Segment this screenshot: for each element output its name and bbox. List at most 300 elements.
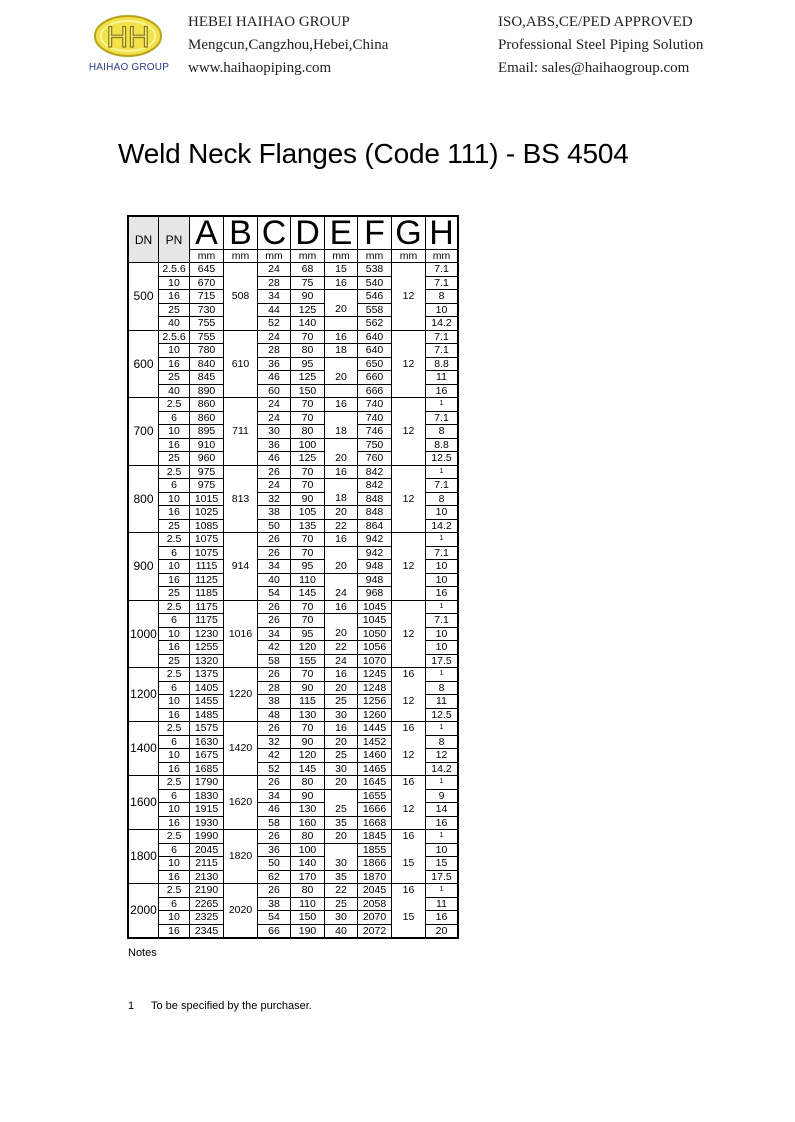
b-cell: 1016 (224, 600, 258, 668)
c-cell: 28 (258, 681, 291, 695)
pn-cell: 2.5 (159, 830, 190, 844)
f-cell: 942 (358, 533, 392, 547)
c-cell: 46 (258, 452, 291, 466)
f-cell: 1666 (358, 803, 392, 817)
pn-cell: 16 (159, 290, 190, 304)
d-cell: 120 (291, 641, 325, 655)
h-cell: 8.8 (426, 357, 459, 371)
email-text[interactable]: Email: sales@haihaogroup.com (498, 60, 690, 76)
a-cell: 975 (190, 465, 224, 479)
f-cell: 1668 (358, 816, 392, 830)
c-cell: 28 (258, 344, 291, 358)
c-cell: 52 (258, 317, 291, 331)
e-cell (325, 614, 358, 628)
e-cell (325, 357, 358, 371)
c-cell: 24 (258, 479, 291, 493)
c-cell: 24 (258, 330, 291, 344)
notes-label: Notes (128, 947, 157, 959)
col-header-d: D (291, 216, 325, 250)
c-cell: 38 (258, 506, 291, 520)
f-cell: 968 (358, 587, 392, 601)
g-cell (392, 924, 426, 938)
a-cell: 1575 (190, 722, 224, 736)
c-cell: 62 (258, 870, 291, 884)
a-cell: 780 (190, 344, 224, 358)
c-cell: 38 (258, 897, 291, 911)
dn-cell: 1000 (128, 600, 159, 668)
unit-h: mm (426, 250, 459, 263)
g-cell: 12 (392, 803, 426, 817)
e-cell: 16 (325, 398, 358, 412)
dn-cell: 1200 (128, 668, 159, 722)
table-row (128, 533, 458, 547)
e-cell (325, 384, 358, 398)
unit-e: mm (325, 250, 358, 263)
pn-cell: 16 (159, 357, 190, 371)
table-row (128, 384, 458, 398)
g-cell (392, 546, 426, 560)
a-cell: 1455 (190, 695, 224, 709)
g-cell: 16 (392, 830, 426, 844)
e-cell (325, 573, 358, 587)
f-cell: 740 (358, 411, 392, 425)
pn-cell: 2.5 (159, 600, 190, 614)
a-cell: 890 (190, 384, 224, 398)
h-cell: 1 (426, 722, 459, 736)
table-row (128, 398, 458, 412)
table-row (128, 492, 458, 506)
e-cell: 20 (325, 560, 358, 574)
a-cell: 645 (190, 263, 224, 277)
table-row (128, 803, 458, 817)
g-cell (392, 371, 426, 385)
c-cell: 42 (258, 749, 291, 763)
e-cell: 22 (325, 641, 358, 655)
f-cell: 2058 (358, 897, 392, 911)
g-cell (392, 479, 426, 493)
a-cell: 1990 (190, 830, 224, 844)
table-row (128, 546, 458, 560)
table-row (128, 438, 458, 452)
g-cell: 12 (392, 560, 426, 574)
table-row (128, 614, 458, 628)
d-cell: 110 (291, 897, 325, 911)
d-cell: 110 (291, 573, 325, 587)
e-cell: 20 (325, 830, 358, 844)
a-cell: 840 (190, 357, 224, 371)
d-cell: 70 (291, 614, 325, 628)
g-cell (392, 681, 426, 695)
g-cell: 12 (392, 357, 426, 371)
unit-b: mm (224, 250, 258, 263)
h-cell: 8 (426, 681, 459, 695)
col-header-b: B (224, 216, 258, 250)
h-cell: 14.2 (426, 762, 459, 776)
table-row (128, 519, 458, 533)
e-cell: 20 (325, 627, 358, 641)
e-cell: 20 (325, 506, 358, 520)
table-row (128, 924, 458, 938)
table-row (128, 654, 458, 668)
col-header-f: F (358, 216, 392, 250)
h-cell: 10 (426, 506, 459, 520)
unit-f: mm (358, 250, 392, 263)
a-cell: 2045 (190, 843, 224, 857)
flange-dimensions-table (127, 215, 459, 939)
h-cell: 10 (426, 843, 459, 857)
e-cell: 40 (325, 924, 358, 938)
g-cell (392, 843, 426, 857)
h-cell: 12.5 (426, 708, 459, 722)
pn-cell: 25 (159, 452, 190, 466)
e-cell (325, 438, 358, 452)
b-cell: 508 (224, 263, 258, 331)
g-cell (392, 452, 426, 466)
a-cell: 2130 (190, 870, 224, 884)
d-cell: 140 (291, 857, 325, 871)
f-cell: 540 (358, 276, 392, 290)
f-cell: 1845 (358, 830, 392, 844)
g-cell (392, 330, 426, 344)
e-cell (325, 317, 358, 331)
e-cell (325, 843, 358, 857)
a-cell: 730 (190, 303, 224, 317)
f-cell: 2045 (358, 884, 392, 898)
c-cell: 58 (258, 654, 291, 668)
a-cell: 670 (190, 276, 224, 290)
f-cell: 1260 (358, 708, 392, 722)
d-cell: 70 (291, 546, 325, 560)
e-cell: 30 (325, 762, 358, 776)
d-cell: 95 (291, 560, 325, 574)
table-row (128, 465, 458, 479)
g-cell (392, 762, 426, 776)
h-cell: 17.5 (426, 870, 459, 884)
unit-a: mm (190, 250, 224, 263)
pn-cell: 2.5 (159, 884, 190, 898)
company-credentials (498, 11, 703, 80)
pn-cell: 2.5 (159, 668, 190, 682)
pn-cell: 10 (159, 425, 190, 439)
g-cell (392, 465, 426, 479)
h-cell: 20 (426, 924, 459, 938)
f-cell: 640 (358, 344, 392, 358)
h-cell: 10 (426, 560, 459, 574)
a-cell: 1025 (190, 506, 224, 520)
g-cell (392, 600, 426, 614)
c-cell: 24 (258, 398, 291, 412)
d-cell: 70 (291, 722, 325, 736)
h-cell: 1 (426, 884, 459, 898)
e-cell: 20 (325, 776, 358, 790)
g-cell: 15 (392, 857, 426, 871)
f-cell: 1465 (358, 762, 392, 776)
h-cell: 10 (426, 641, 459, 655)
table-row (128, 627, 458, 641)
h-cell: 7.1 (426, 263, 459, 277)
e-cell (325, 479, 358, 493)
d-cell: 90 (291, 789, 325, 803)
c-cell: 60 (258, 384, 291, 398)
c-cell: 58 (258, 816, 291, 830)
g-cell (392, 303, 426, 317)
a-cell: 895 (190, 425, 224, 439)
h-cell: 1 (426, 600, 459, 614)
a-cell: 1115 (190, 560, 224, 574)
table-row (128, 290, 458, 304)
e-cell: 25 (325, 695, 358, 709)
f-cell: 640 (358, 330, 392, 344)
d-cell: 70 (291, 465, 325, 479)
a-cell: 860 (190, 398, 224, 412)
a-cell: 1085 (190, 519, 224, 533)
b-cell: 610 (224, 330, 258, 398)
f-cell: 1452 (358, 735, 392, 749)
g-cell (392, 398, 426, 412)
f-cell: 1870 (358, 870, 392, 884)
f-cell: 1645 (358, 776, 392, 790)
c-cell: 34 (258, 560, 291, 574)
a-cell: 1930 (190, 816, 224, 830)
h-cell: 9 (426, 789, 459, 803)
table-row (128, 668, 458, 682)
c-cell: 26 (258, 830, 291, 844)
a-cell: 2345 (190, 924, 224, 938)
g-cell (392, 897, 426, 911)
footnote-text: To be specified by the purchaser. (151, 1000, 312, 1012)
table-row (128, 425, 458, 439)
f-cell: 1070 (358, 654, 392, 668)
a-cell: 1675 (190, 749, 224, 763)
table-row (128, 600, 458, 614)
a-cell: 1830 (190, 789, 224, 803)
col-header-a: A (190, 216, 224, 250)
f-cell: 842 (358, 465, 392, 479)
table-row (128, 357, 458, 371)
a-cell: 1175 (190, 614, 224, 628)
d-cell: 135 (291, 519, 325, 533)
f-cell: 1056 (358, 641, 392, 655)
b-cell: 813 (224, 465, 258, 533)
f-cell: 1050 (358, 627, 392, 641)
table-row (128, 762, 458, 776)
h-cell: 11 (426, 897, 459, 911)
dn-cell: 1800 (128, 830, 159, 884)
f-cell: 546 (358, 290, 392, 304)
a-cell: 755 (190, 317, 224, 331)
table-row (128, 870, 458, 884)
d-cell: 145 (291, 587, 325, 601)
g-cell (392, 506, 426, 520)
pn-cell: 16 (159, 870, 190, 884)
f-cell: 1655 (358, 789, 392, 803)
c-cell: 44 (258, 303, 291, 317)
e-cell: 35 (325, 816, 358, 830)
haihao-logo-icon (93, 14, 163, 58)
h-cell: 11 (426, 371, 459, 385)
g-cell (392, 438, 426, 452)
h-cell: 10 (426, 573, 459, 587)
d-cell: 90 (291, 681, 325, 695)
e-cell: 18 (325, 492, 358, 506)
d-cell: 90 (291, 290, 325, 304)
a-cell: 975 (190, 479, 224, 493)
pn-cell: 2.5.6 (159, 263, 190, 277)
company-website[interactable]: www.haihaopiping.com (188, 60, 332, 76)
c-cell: 34 (258, 290, 291, 304)
d-cell: 140 (291, 317, 325, 331)
pn-cell: 10 (159, 857, 190, 871)
pn-cell: 25 (159, 587, 190, 601)
f-cell: 750 (358, 438, 392, 452)
a-cell: 1320 (190, 654, 224, 668)
table-row (128, 587, 458, 601)
f-cell: 1045 (358, 600, 392, 614)
e-cell: 24 (325, 587, 358, 601)
c-cell: 24 (258, 411, 291, 425)
page-header (0, 0, 795, 90)
b-cell: 2020 (224, 884, 258, 939)
unit-c: mm (258, 250, 291, 263)
h-cell: 7.1 (426, 411, 459, 425)
c-cell: 26 (258, 465, 291, 479)
e-cell: 24 (325, 654, 358, 668)
pn-cell: 16 (159, 762, 190, 776)
table-row (128, 344, 458, 358)
f-cell: 660 (358, 371, 392, 385)
c-cell: 24 (258, 263, 291, 277)
dn-cell: 700 (128, 398, 159, 466)
pn-cell: 16 (159, 573, 190, 587)
a-cell: 1075 (190, 546, 224, 560)
d-cell: 70 (291, 600, 325, 614)
table-row (128, 695, 458, 709)
f-cell: 760 (358, 452, 392, 466)
a-cell: 2115 (190, 857, 224, 871)
col-header-h: H (426, 216, 459, 250)
e-cell: 22 (325, 519, 358, 533)
e-cell: 18 (325, 425, 358, 439)
company-name: HEBEI HAIHAO GROUP (188, 14, 350, 30)
c-cell: 52 (258, 762, 291, 776)
d-cell: 80 (291, 425, 325, 439)
d-cell: 115 (291, 695, 325, 709)
table-row (128, 708, 458, 722)
table-row (128, 317, 458, 331)
h-cell: 16 (426, 911, 459, 925)
table-row (128, 560, 458, 574)
d-cell: 150 (291, 384, 325, 398)
c-cell: 50 (258, 857, 291, 871)
f-cell: 1445 (358, 722, 392, 736)
f-cell: 948 (358, 573, 392, 587)
h-cell: 8 (426, 492, 459, 506)
d-cell: 155 (291, 654, 325, 668)
pn-cell: 16 (159, 924, 190, 938)
f-cell: 848 (358, 506, 392, 520)
h-cell: 1 (426, 533, 459, 547)
table-row (128, 641, 458, 655)
dn-cell: 500 (128, 263, 159, 331)
g-cell (392, 708, 426, 722)
pn-cell: 2.5 (159, 398, 190, 412)
pn-cell: 40 (159, 384, 190, 398)
e-cell: 20 (325, 735, 358, 749)
footnote (128, 1000, 312, 1012)
table-row (128, 749, 458, 763)
g-cell (392, 641, 426, 655)
e-cell: 16 (325, 600, 358, 614)
d-cell: 100 (291, 438, 325, 452)
e-cell: 18 (325, 344, 358, 358)
table-row (128, 330, 458, 344)
table-row (128, 681, 458, 695)
c-cell: 26 (258, 722, 291, 736)
e-cell: 16 (325, 533, 358, 547)
e-cell: 30 (325, 708, 358, 722)
pn-cell: 2.5 (159, 465, 190, 479)
pn-cell: 10 (159, 695, 190, 709)
c-cell: 50 (258, 519, 291, 533)
c-cell: 36 (258, 357, 291, 371)
f-cell: 864 (358, 519, 392, 533)
table-row (128, 276, 458, 290)
pn-cell: 25 (159, 519, 190, 533)
c-cell: 46 (258, 371, 291, 385)
pn-cell: 6 (159, 411, 190, 425)
g-cell (392, 573, 426, 587)
table-row (128, 857, 458, 871)
c-cell: 46 (258, 803, 291, 817)
g-cell: 12 (392, 492, 426, 506)
pn-cell: 25 (159, 654, 190, 668)
g-cell: 12 (392, 695, 426, 709)
e-cell: 20 (325, 371, 358, 385)
h-cell: 8 (426, 290, 459, 304)
d-cell: 125 (291, 371, 325, 385)
pn-cell: 2.5 (159, 776, 190, 790)
b-cell: 1420 (224, 722, 258, 776)
d-cell: 130 (291, 708, 325, 722)
dn-cell: 800 (128, 465, 159, 533)
h-cell: 1 (426, 465, 459, 479)
g-cell: 12 (392, 425, 426, 439)
pn-cell: 6 (159, 614, 190, 628)
g-cell: 12 (392, 627, 426, 641)
d-cell: 70 (291, 668, 325, 682)
f-cell: 948 (358, 560, 392, 574)
table-row (128, 573, 458, 587)
d-cell: 100 (291, 843, 325, 857)
pn-cell: 2.5.6 (159, 330, 190, 344)
c-cell: 26 (258, 546, 291, 560)
f-cell: 650 (358, 357, 392, 371)
c-cell: 26 (258, 668, 291, 682)
f-cell: 1245 (358, 668, 392, 682)
pn-cell: 16 (159, 438, 190, 452)
table-header-row (128, 216, 458, 250)
document-title: Weld Neck Flanges (Code 111) - BS 4504 (118, 138, 629, 169)
c-cell: 26 (258, 776, 291, 790)
a-cell: 1255 (190, 641, 224, 655)
logo-caption: HAIHAO GROUP (88, 62, 170, 73)
h-cell: 12 (426, 749, 459, 763)
company-address: Mengcun,Cangzhou,Hebei,China (188, 37, 389, 53)
c-cell: 32 (258, 492, 291, 506)
e-cell (325, 290, 358, 304)
a-cell: 1375 (190, 668, 224, 682)
pn-cell: 10 (159, 492, 190, 506)
